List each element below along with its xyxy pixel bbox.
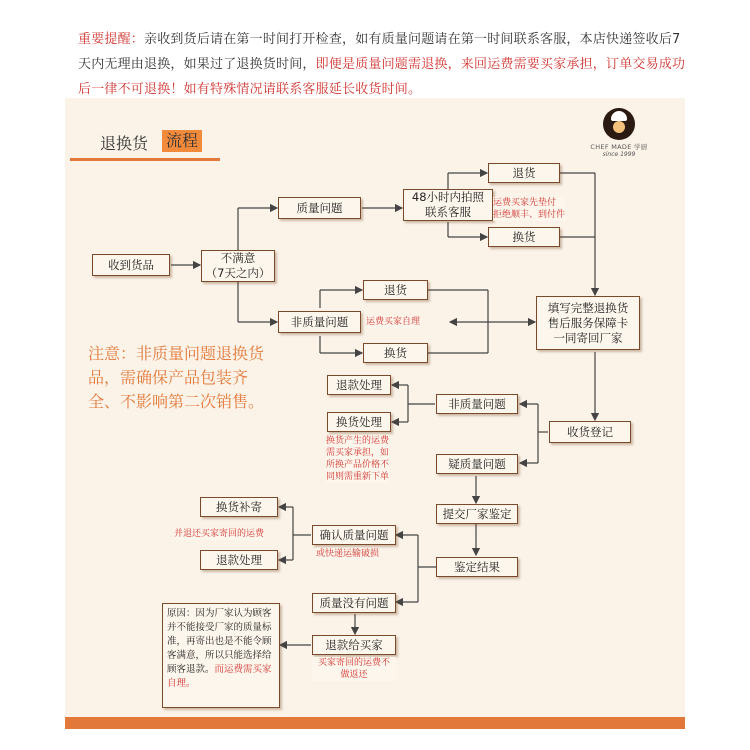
box-non-quality-issue-2: 非质量问题: [436, 394, 518, 414]
box-confirm-quality: 确认质量问题: [312, 525, 396, 545]
box-result: 鉴定结果: [436, 557, 518, 577]
note-buyer-prepays-line2: 拒绝顺丰、到付件: [493, 210, 566, 220]
box-no-quality-issue: 质量没有问题: [312, 593, 396, 613]
note-no-refund-shipping-line1: 买家寄回的运费不: [317, 658, 390, 668]
box-exchange-mid: 换货: [363, 343, 428, 363]
box-unsatisfied: [201, 250, 275, 282]
note-no-refund-shipping-line2: 做返还: [340, 670, 368, 680]
logo-brand: CHEF MADE 学厨: [590, 143, 648, 151]
box-reason: [162, 603, 280, 708]
notice-label: 重要提醒：: [78, 32, 145, 47]
box-photo-contact: [403, 189, 493, 221]
note-exchange-fee: [326, 435, 389, 483]
note-buyer-prepays-line1: 运费买家先垫付: [493, 198, 557, 208]
page-title: 退换货: [100, 134, 149, 153]
fill-card-line1: 填写完整退换货: [547, 300, 629, 315]
notice-text-1: 亲收到货后请在第一时间打开检查，如有质量问题请在第一时间联系客服，本店快递签收后7天内无理由退换，如果过了退换货时间，: [78, 32, 681, 72]
note-exchange-fee-line1: 换货产生的运费: [326, 436, 390, 446]
box-quality-issue: 质量问题: [278, 197, 361, 219]
box-refund-process: 退款处理: [327, 375, 391, 395]
unsatisfied-line2: （7天之内）: [205, 266, 271, 280]
reason-text: 原因：因为厂家认为顾客并不能接受厂家的质量标准，再寄出也是不能令顾客满意，所以只能选择给顾客退款。: [167, 608, 272, 675]
note-buyer-self-pay: 运费买家自理: [366, 317, 421, 327]
box-suspected-quality: 疑质量问题: [436, 454, 518, 474]
note-exchange-fee-line4: 同则需重新下单: [326, 472, 390, 482]
box-submit-factory: 提交厂家鉴定: [436, 504, 518, 524]
logo-since: since 1999: [602, 151, 636, 158]
box-exchange-resend: 换货补寄: [200, 497, 278, 517]
box-exchange-process: 换货处理: [327, 412, 391, 432]
reason-red: 而运费需买家自理。: [167, 664, 272, 689]
box-receipt-register: 收货登记: [549, 421, 631, 443]
box-return-mid: 退货: [363, 280, 428, 300]
note-exchange-fee-line3: 所换产品价格不: [326, 460, 390, 470]
box-receive-goods: 收到货品: [92, 254, 170, 276]
photo-contact-line1: 48小时内拍照: [411, 190, 485, 204]
page-title-highlight: 流程: [162, 130, 202, 152]
notice-text-2: 即便是质量问题需退换，来回运费需要买家承担，订单交易成功后一律不可退换！如有特殊情况请联系客服延长收货时间。: [78, 57, 686, 97]
box-refund-buyer: 退款给买家: [312, 635, 396, 655]
photo-contact-line2: 联系客服: [425, 205, 471, 219]
note-left: 注意：非质量问题退换货品，需确保产品包装齐全、不影响第二次销售。: [88, 344, 265, 411]
box-exchange-top: 换货: [488, 227, 560, 247]
box-return-top: 退货: [488, 163, 560, 183]
note-transport-damage: 或快递运输破损: [316, 549, 380, 559]
note-no-refund-shipping: [312, 657, 396, 681]
unsatisfied-line1: 不满意: [220, 251, 256, 265]
box-non-quality-issue: 非质量问题: [278, 311, 361, 333]
box-fill-card: [536, 296, 640, 350]
note-exchange-fee-line2: 需买家承担，如: [326, 448, 390, 458]
fill-card-line2: 售后服务保障卡: [547, 315, 629, 330]
box-refund-process-2: 退款处理: [200, 550, 278, 570]
fill-card-line3: 一同寄回厂家: [553, 330, 623, 345]
note-refund-shipping: 并退还买家寄回的运费: [174, 529, 265, 539]
note-buyer-prepays: [493, 197, 565, 221]
